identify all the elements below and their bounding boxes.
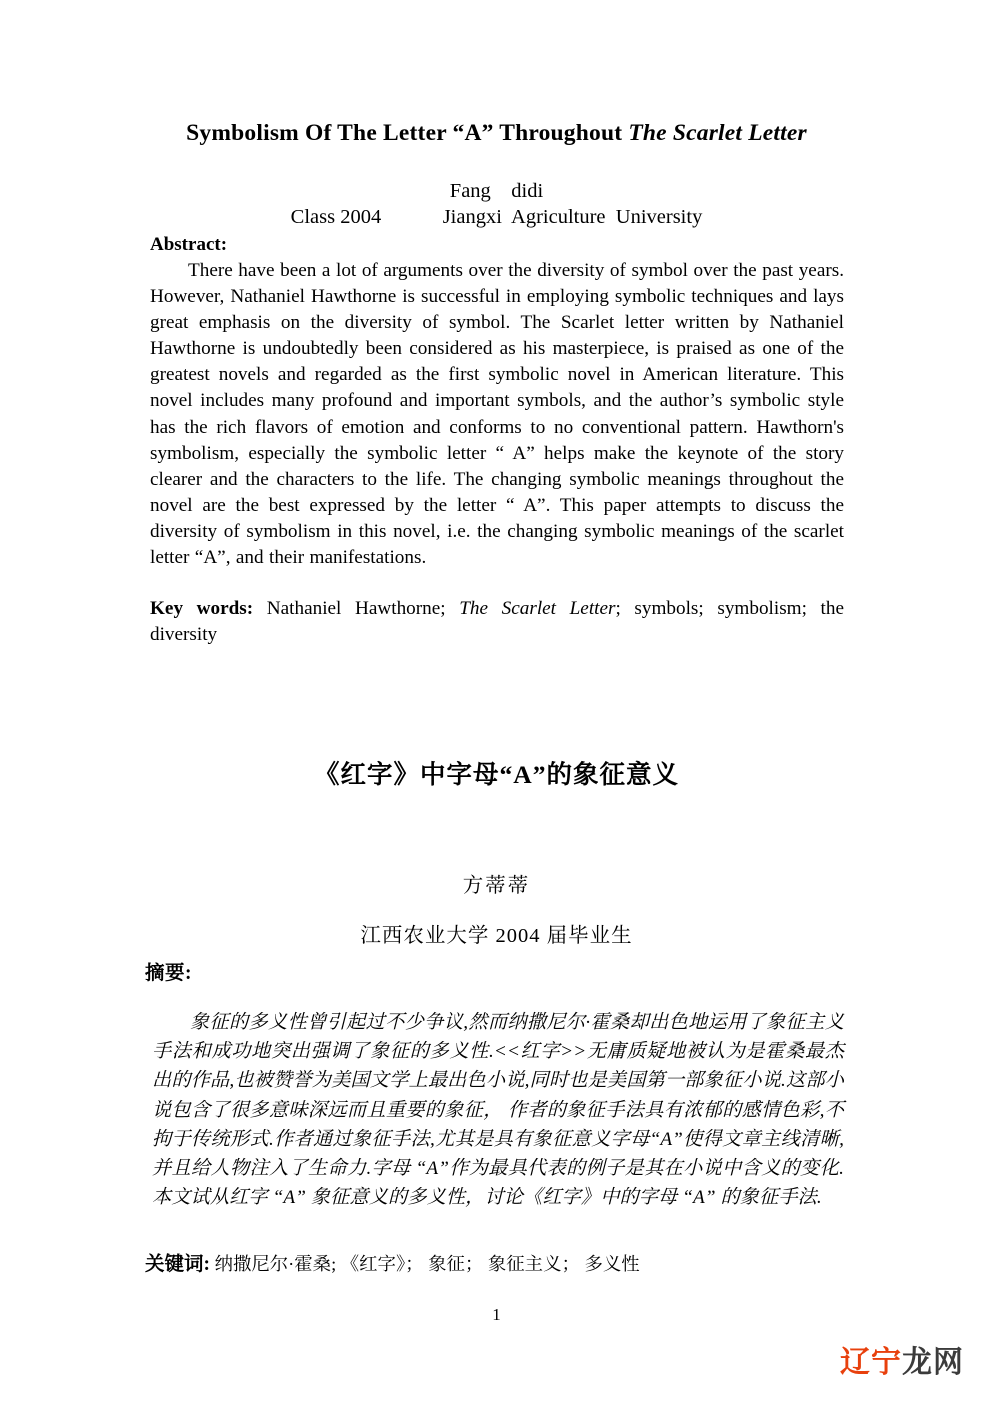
watermark-text-dark: 龙网 (902, 1345, 964, 1380)
chinese-keywords (145, 1248, 845, 1276)
english-title-plain: Symbolism Of The Letter “A” Throughout (186, 120, 629, 146)
english-keywords-label: Key words: (150, 598, 254, 619)
watermark-logo (840, 1345, 964, 1380)
chinese-abstract-label: 摘要: (145, 963, 192, 984)
chinese-author-name: 方蒂蒂 (462, 875, 531, 897)
chinese-keywords-label: 关键词: (145, 1254, 210, 1275)
english-keywords-post: ; symbols; symbolism; the diversity (150, 598, 844, 646)
author-affiliation-line: Class 2004 Jiangxi Agriculture University (290, 206, 703, 228)
chinese-keywords-body: 纳撒尼尔·霍桑; 《红字》； 象征； 象征主义； 多义性 (210, 1254, 640, 1274)
english-keywords (150, 596, 844, 648)
chinese-abstract-body: 象征的多义性曾引起过不少争议,然而纳撒尼尔·霍桑却出色地运用了象征主义手法和成功地突出强调了象征的多义性.<<红字>>无庸质疑地被认为是霍桑最杰出的作品,也被赞誉为美国文学上最出色小说,同时也是美国第一部象征小说.这部小说包含了很多意味深远而且重要的象征， 作者的象征手法具有浓郁的感情色彩,不拘于传统形式.作者通过象征手法,尤其是具有象征意义字母“A”使得文章主线清晰,并且给人物注入了生命力.字母 “A”作为最具代表的例子是其在小说中含义的变化.本文试从红字 “A” 象征意义的多义性，讨论《红字》中的字母 “A” 的象征手法. (152, 1012, 844, 1209)
english-keywords-title-italic: The Scarlet Letter (459, 598, 616, 619)
chinese-affiliation: 江西农业大学 2004 届毕业生 (360, 925, 633, 947)
chinese-title: 《红字》中字母“A”的象征意义 (314, 760, 679, 789)
watermark-text-accent: 辽宁 (840, 1345, 902, 1380)
abstract-label: Abstract: (150, 234, 228, 255)
author-name-line: Fang didi (449, 180, 544, 202)
english-abstract-body: There have been a lot of arguments over the diversity of symbol over the past years. However, Nathaniel Hawthorne is successful in employing symbolic techniques and lays great emphasis on the diversity of symbol. The Scarlet letter written by Nathaniel Hawthorne is undoubtedly been considered as his masterpiece, is praised as one of the greatest novels and regarded as the first symbolic novel in American literature. This novel includes many profound and important symbols, and the author’s symbolic style has the rich flavors of emotion and conforms to no conventional pattern. Hawthorn's symbolism, especially the symbolic letter “ A” helps make the keynote of the story clearer and the characters to the life. The changing symbolic meanings throughout the novel are the best expressed by the letter “ A”. This paper attempts to discuss the diversity of symbolism in this novel, i.e. the changing symbolic meanings of the scarlet letter “A”, and their manifestations. (150, 260, 844, 569)
english-keywords-pre: Nathaniel Hawthorne; (253, 598, 460, 619)
page-number: 1 (492, 1305, 501, 1324)
english-title (0, 120, 993, 147)
english-title-italic: The Scarlet Letter (628, 120, 807, 146)
